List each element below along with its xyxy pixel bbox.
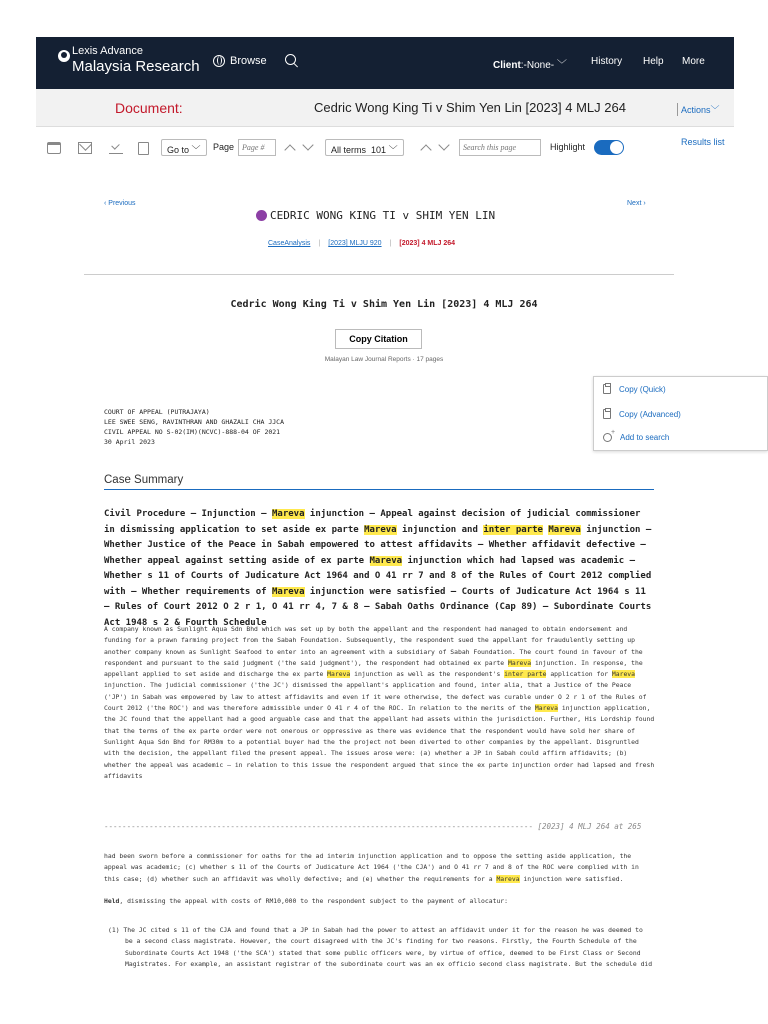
clipboard-icon xyxy=(603,409,611,419)
held-label: Held xyxy=(104,897,120,905)
brand[interactable] xyxy=(58,46,200,74)
summary-text: had been sworn before a commissioner for oaths for the ad interim injunction application and to oppose the setting aside application, the appeal was academic; (c) whether s 11 of the Courts of Judicature Act 1964 ('the CJA') and O 41 rr 7 and 8 of the ROC were complied with in this case; (d) whether such an affidavit was wholly defective; and (e) whether the requirements for a xyxy=(104,852,639,883)
save-icon[interactable] xyxy=(138,142,149,155)
document-bar xyxy=(36,89,734,127)
copy-quick-item[interactable] xyxy=(603,384,666,394)
highlight-term: Mareva xyxy=(496,874,520,883)
copy-advanced-label: Copy (Advanced) xyxy=(619,409,681,419)
highlight-term: Mareva xyxy=(271,509,305,519)
lexis-logo-icon xyxy=(58,50,70,62)
more-link[interactable]: More xyxy=(682,56,705,67)
actions-menu[interactable] xyxy=(677,103,720,116)
summary-text: injunction as well as the respondent's xyxy=(350,670,505,679)
page-label: Page xyxy=(213,142,235,152)
current-citation: [2023] 4 MLJ 264 xyxy=(399,240,456,247)
next-term-chevron-icon[interactable] xyxy=(438,139,449,150)
next-page-chevron-icon[interactable] xyxy=(302,139,313,150)
publication-info: Malayan Law Journal Reports · 17 pages xyxy=(324,356,444,363)
summary-divider xyxy=(104,489,654,490)
document-toolbar xyxy=(0,134,768,162)
copy-advanced-item[interactable] xyxy=(603,409,681,419)
copy-popup xyxy=(593,376,768,451)
chevron-down-icon: ﹀ xyxy=(554,60,567,71)
catchwords-text: injunction were satisfied — Courts of Judicature Act 1964 s 11 — Rules of Court 2012 O 2 r 1, O 41 rr 4, 7 & 8 — Sabah Oaths Ordinance (Cap 89) — Subordinate Courts Act 1948 s 2 & Fourth Schedule xyxy=(104,586,652,628)
globe-icon xyxy=(213,55,225,67)
all-terms-label: All terms xyxy=(331,145,367,155)
previous-term-chevron-icon[interactable] xyxy=(420,144,431,155)
previous-label: Previous xyxy=(108,200,136,207)
decision-date: 30 April 2023 xyxy=(104,438,155,446)
previous-link[interactable]: ‹ Previous xyxy=(104,200,136,207)
highlight-toggle[interactable] xyxy=(594,140,624,155)
highlight-term: Mareva xyxy=(534,704,559,713)
email-icon[interactable] xyxy=(78,142,92,154)
citation-title: Cedric Wong King Ti v Shim Yen Lin [2023] 4 MLJ 264 xyxy=(230,299,538,310)
held xyxy=(104,897,656,905)
court-info xyxy=(104,407,284,447)
top-nav xyxy=(36,37,734,89)
document-label: Document: xyxy=(115,100,183,116)
client-value: :-None- xyxy=(520,60,555,71)
add-to-search-label: Add to search xyxy=(620,433,670,442)
catchwords-text: injunction — Whether Justice of the Peace in Sabah empowered to attest affidavits — Whether affidavit defective — Whether appeal against setting aside of ex parte xyxy=(104,524,652,566)
add-search-icon xyxy=(603,433,612,442)
brand-line1: Lexis Advance xyxy=(72,45,143,57)
case-analysis-link[interactable]: CaseAnalysis xyxy=(268,240,311,247)
brand-line2: Malaysia Research xyxy=(72,58,200,75)
summary-text: injunction were satisfied. xyxy=(519,874,624,883)
copy-quick-label: Copy (Quick) xyxy=(619,384,666,394)
summary-text: injunction. The judicial commissioner ('the JC') dismissed the appellant's application and found, inter alia, that a Justice of the Peace ('JP') in Sabah was empowered by law to attest affidavits and even if it were otherwise, the defect was curable under O 2 r 1 of the Rules of Court 2012 ('the ROC') and was therefore admissible under O 41 r 4 of the ROC. In relation to the merits of the xyxy=(104,681,647,713)
results-list-link[interactable]: Results list xyxy=(681,137,725,147)
highlight-term: Mareva xyxy=(364,524,397,535)
client-label: Client xyxy=(493,60,521,71)
highlight-term: Mareva xyxy=(611,670,635,679)
actions-label: Actions xyxy=(681,105,711,115)
case-links xyxy=(268,240,455,247)
next-label: Next xyxy=(627,200,642,207)
document-title: Cedric Wong King Ti v Shim Yen Lin [2023] 4 MLJ 264 xyxy=(314,100,626,115)
court-name: COURT OF APPEAL (PUTRAJAYA) xyxy=(104,408,210,416)
clipboard-icon xyxy=(603,384,611,394)
search-icon[interactable] xyxy=(285,54,298,67)
summary-body xyxy=(104,624,656,782)
highlight-term: inter parte xyxy=(504,670,547,679)
next-link[interactable]: Next › xyxy=(627,200,646,207)
page-marker-text: [2023] 4 MLJ 264 at 265 xyxy=(537,822,642,831)
page-number-input[interactable] xyxy=(238,139,276,156)
separator: | xyxy=(318,240,321,247)
summary-body-continued xyxy=(104,851,656,885)
judges: LEE SWEE SENG, RAVINTHRAN AND GHAZALI CHA JJCA xyxy=(104,418,285,426)
history-link[interactable]: History xyxy=(591,56,623,67)
catchwords-text: injunction — Appeal against decision of judicial commissioner in dismissing application to set aside ex parte xyxy=(104,509,641,535)
summary-text: injunction application, the JC found that the appellant had a good arguable case and that the appellant had assets within the jurisdiction. Further, His Lordship found that the terms of the ex parte order were not onerous or oppressive as there was evidence that the respondent would have sold her share of Sunlight Aqua Sdn Bhd for RM30m to a potential buyer had the the project not been diverted to other companies by the appellant. Disgruntled with the decision, the appellant filed the present appeal. The issues arose were: (a) whether a JP in Sabah could affirm affidavits; (b) whether the appeal was academic — in relation to this issue the respondent argued that since the ex parte injunction order had lapsed and fresh affidavits xyxy=(104,704,655,780)
highlight-term: inter parte xyxy=(483,524,543,535)
chevron-down-icon: ﹀ xyxy=(189,145,201,155)
print-icon[interactable] xyxy=(47,142,61,154)
highlight-label: Highlight xyxy=(550,142,586,152)
mlju-link[interactable]: [2023] MLJU 920 xyxy=(328,240,382,247)
term-count: 101 xyxy=(371,145,387,155)
goto-dropdown[interactable] xyxy=(161,139,207,156)
all-terms-dropdown[interactable] xyxy=(325,139,404,156)
goto-label: Go to xyxy=(167,145,190,155)
catchwords xyxy=(104,507,656,631)
catchwords-text: Civil Procedure — Injunction — xyxy=(104,509,272,519)
appeal-number: CIVIL APPEAL NO S-02(IM)(NCVC)-888-04 OF 2021 xyxy=(104,428,281,436)
summary-text: application for xyxy=(546,670,612,679)
case-heading xyxy=(256,209,495,222)
case-name: CEDRIC WONG KING TI v SHIM YEN LIN xyxy=(270,209,496,222)
download-icon[interactable] xyxy=(109,142,123,154)
catchwords-text: injunction and xyxy=(396,524,484,535)
divider xyxy=(84,274,674,275)
highlight-term: Mareva xyxy=(327,670,351,679)
chevron-down-icon: ﹀ xyxy=(710,105,720,115)
case-status-icon[interactable] xyxy=(256,210,267,221)
copy-citation-button[interactable]: Copy Citation xyxy=(335,329,422,349)
browse-menu[interactable] xyxy=(213,55,267,67)
case-summary-heading: Case Summary xyxy=(104,474,184,486)
highlight-term: Mareva xyxy=(271,586,305,597)
chevron-down-icon: ﹀ xyxy=(386,145,398,155)
summary-text: A company known as Sunlight Aqua Sdn Bhd which was set up by both the appellant and the respondent had managed to obtain endorsement and funding for a prawn farming project from the Sabah Foundation. Subsequently, the respondent sued the appellant for fraudulently setting up another company known as Sunlight Seafood to enter into an agreement with a subsidiary of Sabah Foundation. The court found in favour of the respondent and pursuant to the said judgment ('the said judgment'), the respondent had obtained ex parte xyxy=(104,625,643,667)
previous-page-chevron-icon[interactable] xyxy=(284,144,295,155)
search-page-input[interactable] xyxy=(459,139,541,156)
page-marker: ----------------------------------------------------------------------------------------------- [2023] 4 MLJ 264 at 265 xyxy=(104,822,642,831)
client-selector[interactable] xyxy=(493,56,567,71)
held-paragraph-1: (1) The JC cited s 11 of the CJA and found that a JP in Sabah had the power to attest an affidavit under it for the reason he was deemed to be a second class magistrate. However, the court disagreed with the JC's finding for two reasons. Firstly, the Fourth Schedule of the Subordinate Courts Act 1948 ('the SCA') stated that some public officers were, by virtue of office, deemed to be First Class or Second Magistrates. For example, an assistant registrar of the subordinate court was an ex officio second class magistrate. But the schedule did xyxy=(108,926,653,968)
summary-text: injunction. In response, the appellant applied to set aside and discharge the ex parte xyxy=(104,658,643,679)
add-to-search-item[interactable] xyxy=(603,433,669,442)
held-text: , dismissing the appeal with costs of RM10,000 to the respondent subject to the payment of allocatur: xyxy=(119,897,508,905)
help-link[interactable]: Help xyxy=(643,56,664,67)
browse-label: Browse xyxy=(230,55,267,67)
highlight-term: Mareva xyxy=(508,658,532,667)
highlight-term: Mareva xyxy=(369,555,403,566)
separator: | xyxy=(389,240,392,247)
highlight-term: Mareva xyxy=(548,524,581,535)
catchwords-text: injunction which had lapsed was academic — Whether s 11 of Courts of Judicature Act 1964 and O 41 rr 7 and 8 of the Rules of Court 2012 complied with — Whether requirements of xyxy=(104,555,652,597)
